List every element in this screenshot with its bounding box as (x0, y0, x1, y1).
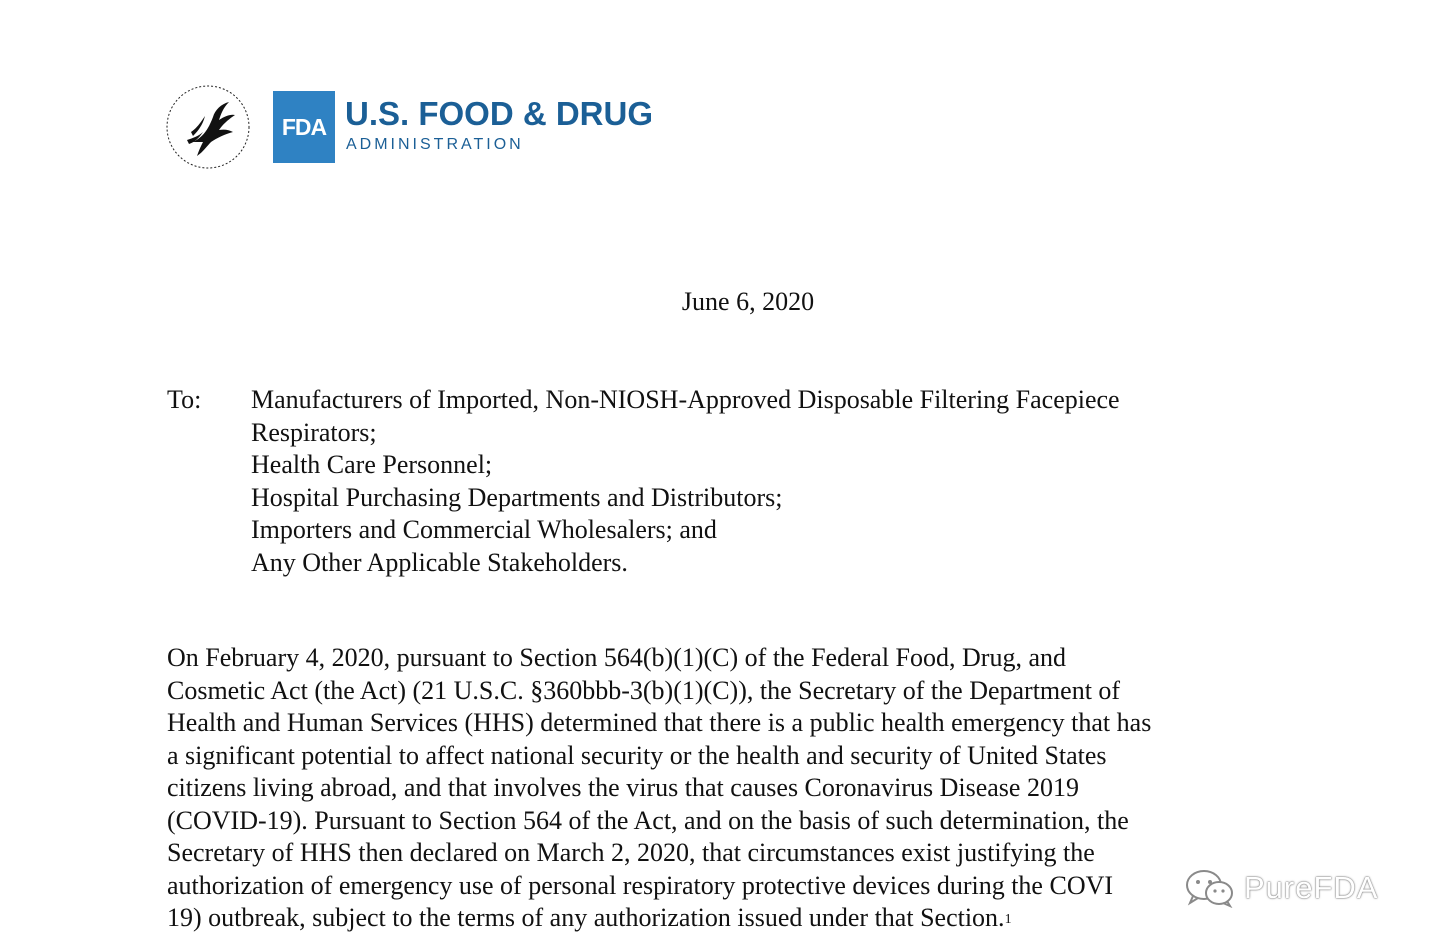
recipient-line: Respirators; (251, 417, 377, 447)
paragraph-line: citizens living abroad, and that involves the virus that causes Coronavirus Disease 2019 (167, 773, 1079, 802)
recipient-line: Any Other Applicable Stakeholders. (251, 547, 628, 577)
paragraph-line: (COVID-19). Pursuant to Section 564 of the Act, and on the basis of such determination, the (167, 805, 1129, 835)
paragraph-line: authorization of emergency use of personal respiratory protective devices during the COVI (167, 870, 1114, 900)
paragraph-line: On February 4, 2020, pursuant to Section 564(b)(1)(C) of the Federal Food, Drug, and (167, 643, 1066, 672)
letter-date: June 6, 2020 (681, 287, 815, 316)
wechat-icon (1184, 868, 1236, 908)
fda-logo-box (273, 91, 335, 163)
fda-logo-text: FDA (281, 113, 327, 140)
paragraph-line: 19) outbreak, subject to the terms of any authorization issued under that Section. (167, 903, 1005, 932)
paragraph-line: Health and Human Services (HHS) determined that there is a public health emergency that has (167, 708, 1152, 737)
body-paragraph (167, 642, 1267, 935)
watermark (1184, 866, 1378, 910)
recipient-line: Hospital Purchasing Departments and Distributors; (251, 482, 783, 512)
recipient-line: Importers and Commercial Wholesalers; and (251, 515, 717, 544)
to-label: To: (167, 385, 202, 414)
paragraph-line: Secretary of HHS then declared on March 2, 2020, that circumstances exist justifying the (167, 838, 1095, 867)
letter-date-row (0, 286, 1440, 318)
agency-name: U.S. FOOD & DRUG (345, 95, 654, 132)
watermark-text: PureFDA (1244, 870, 1379, 905)
paragraph-line: a significant potential to affect national security or the health and security of United States (167, 740, 1107, 770)
footnote-marker: 1 (1004, 912, 1012, 927)
paragraph-last-line (167, 902, 1267, 935)
recipient-line: Manufacturers of Imported, Non-NIOSH-Approved Disposable Filtering Facepiece (251, 385, 1120, 414)
agency-subtitle: ADMINISTRATION (346, 136, 524, 153)
recipient-list (251, 384, 1241, 579)
hhs-eagle-seal-icon (163, 82, 253, 172)
recipient-line: Health Care Personnel; (251, 450, 493, 479)
paragraph-line: Cosmetic Act (the Act) (21 U.S.C. §360bbb-3(b)(1)(C)), the Secretary of the Department of (167, 675, 1121, 705)
